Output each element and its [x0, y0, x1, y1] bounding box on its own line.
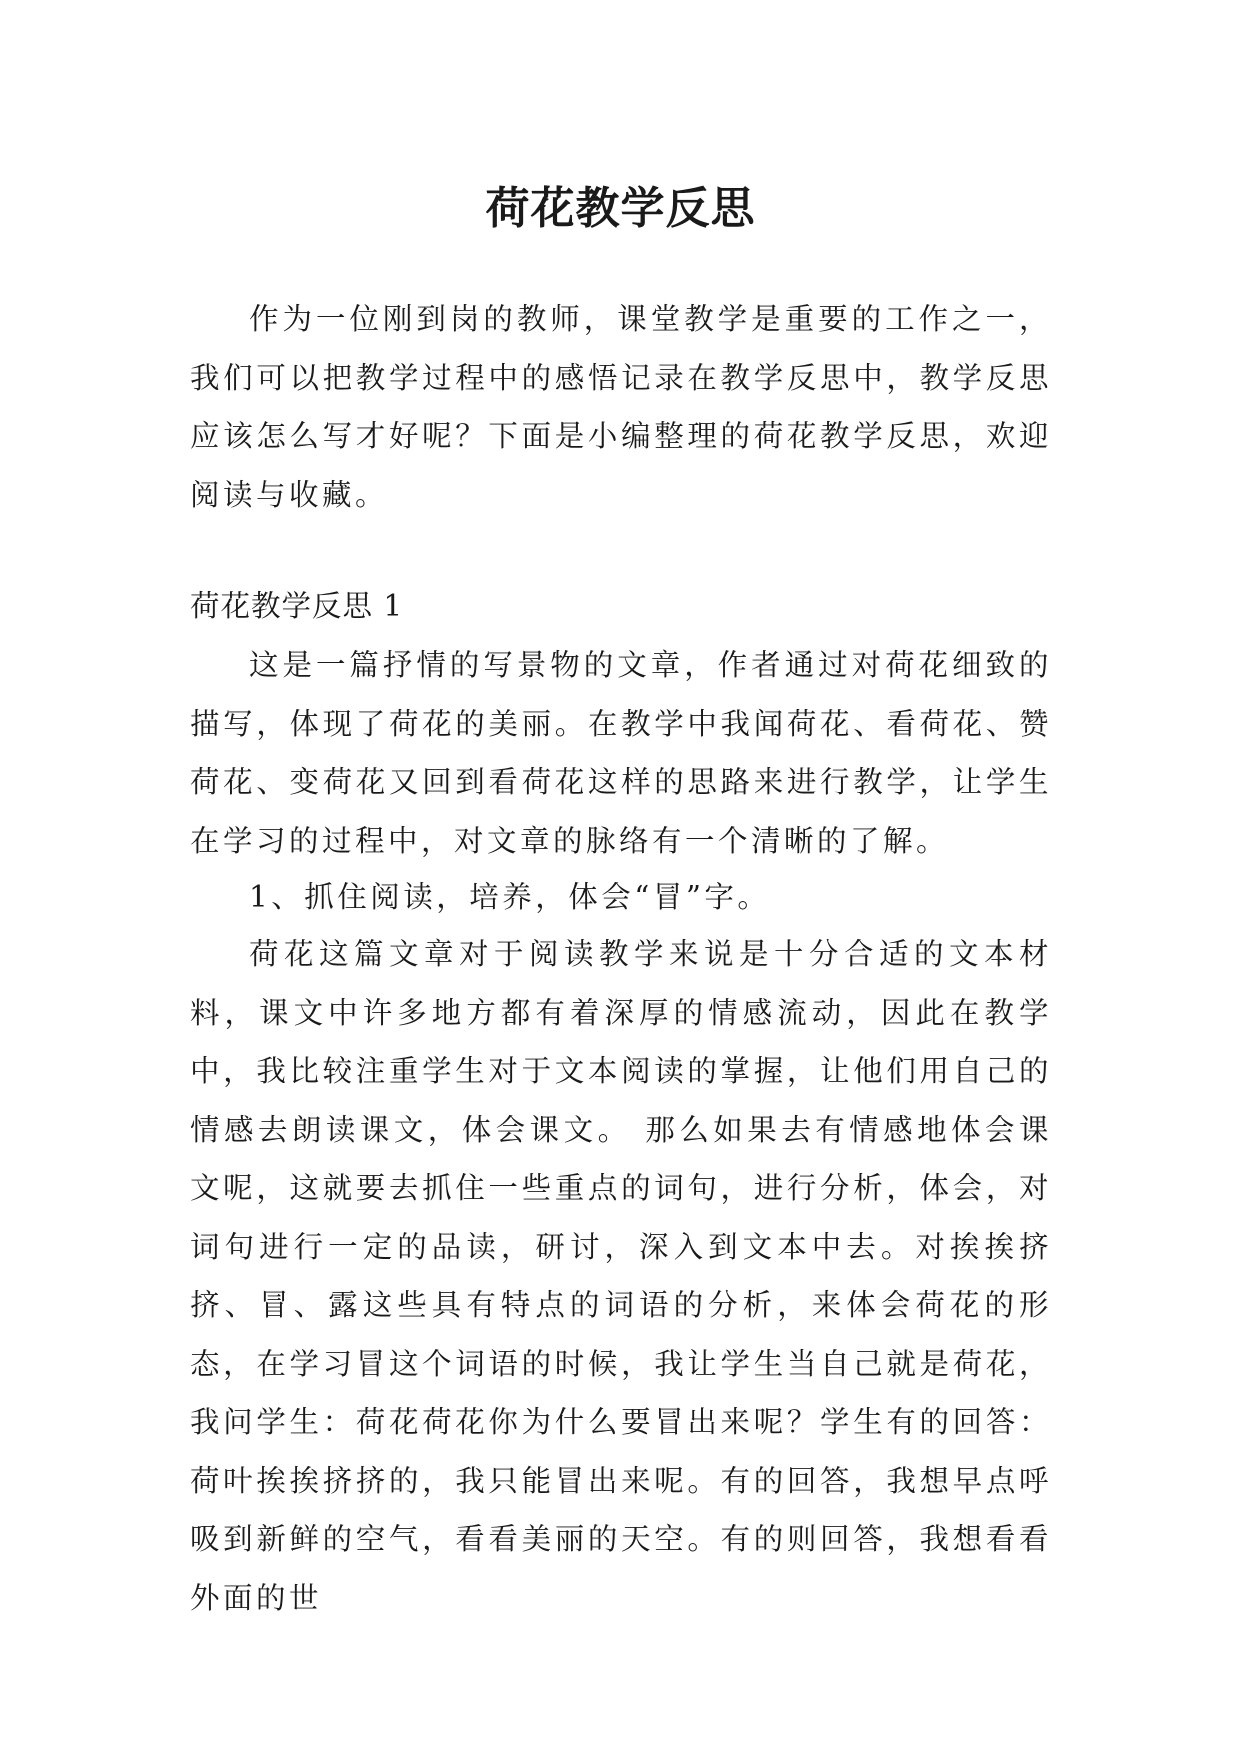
intro-paragraph: 作为一位刚到岗的教师，课堂教学是重要的工作之一，我们可以把教学过程中的感悟记录在教学反思中，教学反思应该怎么写才好呢？下面是小编整理的荷花教学反思，欢迎阅读与收藏。: [190, 302, 1052, 512]
body-paragraph-2: 荷花这篇文章对于阅读教学来说是十分合适的文本材料，课文中许多地方都有着深厚的情感流动，因此在教学中，我比较注重学生对于文本阅读的掌握，让他们用自己的情感去朗读课文，体会课文。 那么如果去有情感地体会课文呢，这就要去抓住一些重点的词句，进行分析，体会，对词句进行一定的品读，研讨，深入到文本中去。对挨挨挤挤、冒、露这些具有特点的词语的分析，来体会荷花的形态，在学习冒这个词语的时候，我让学生当自己就是荷花，我问学生：荷花荷花你为什么要冒出来呢？学生有的回答：荷叶挨挨挤挤的，我只能冒出来呢。有的回答，我想早点呼吸到新鲜的空气，看看美丽的天空。有的则回答，我想看看外面的世: [190, 937, 1052, 1615]
document-title: 荷花教学反思: [485, 183, 756, 235]
body-paragraph-1: 这是一篇抒情的写景物的文章，作者通过对荷花细致的描写，体现了荷花的美丽。在教学中我闻荷花、看荷花、赞荷花、变荷花又回到看荷花这样的思路来进行教学，让学生在学习的过程中，对文章的脉络有一个清晰的了解。: [190, 648, 1052, 858]
point-heading-1: 1、抓住阅读，培养，体会“冒”字。: [249, 880, 771, 914]
section-heading: 荷花教学反思 1: [190, 589, 404, 623]
